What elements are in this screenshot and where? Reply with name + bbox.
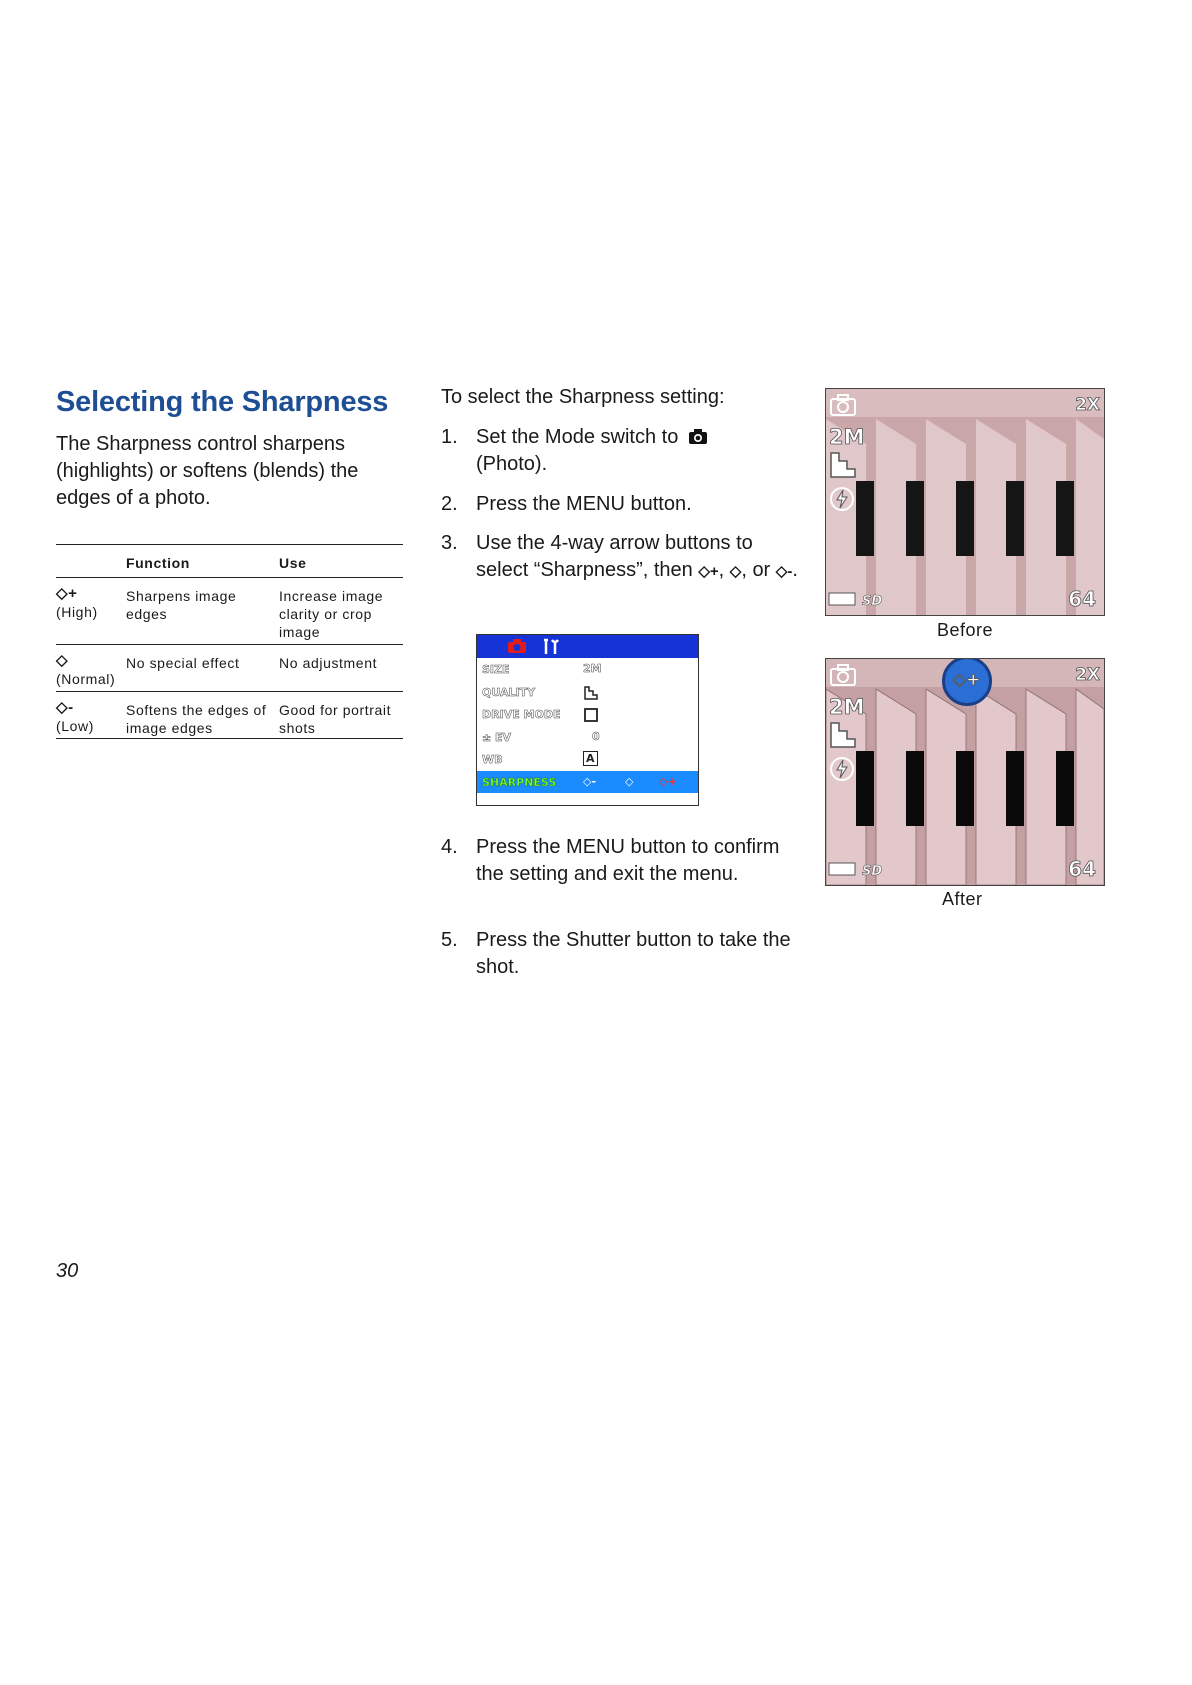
sharpness-low-icon: ◇-	[56, 699, 74, 716]
size-indicator: 2M	[829, 425, 865, 449]
shots-remaining: 64	[1068, 857, 1096, 881]
before-photo	[825, 388, 1105, 616]
svg-text:SD: SD	[862, 864, 883, 879]
row-use: Good for portrait shots	[279, 702, 392, 736]
camera-icon	[688, 428, 708, 445]
setup-tab-icon	[542, 638, 562, 655]
shots-remaining: 64	[1068, 587, 1096, 611]
table-row-low	[56, 692, 403, 739]
menu-row-wb	[477, 748, 698, 771]
table-row-high	[56, 578, 403, 645]
size-indicator: 2M	[829, 695, 865, 719]
row-use: No adjustment	[279, 655, 378, 671]
before-caption: Before	[937, 620, 994, 640]
menu-label: QUALITY	[482, 685, 536, 699]
step-text: Set the Mode switch to	[476, 426, 679, 448]
step-number: 5.	[441, 929, 458, 951]
menu-value: 0	[592, 729, 600, 743]
wb-auto-icon: A	[583, 751, 598, 766]
step-number: 3.	[441, 532, 458, 554]
row-name: (Low)	[56, 718, 95, 734]
single-shot-icon	[583, 707, 599, 723]
step-text: Press the MENU button to confirm the setting and exit the menu.	[476, 836, 780, 885]
step-number: 4.	[441, 836, 458, 858]
sharpness-normal-icon: ◇	[729, 563, 742, 580]
sharpness-high-icon: ◇+	[698, 563, 719, 580]
steps-title: To select the Sharpness setting:	[441, 386, 725, 408]
building-image	[826, 389, 1104, 615]
page-heading: Selecting the Sharpness	[56, 386, 389, 418]
after-caption: After	[942, 889, 983, 909]
table-row-normal	[56, 645, 403, 692]
menu-label: DRIVE MODE	[482, 708, 561, 721]
menu-row-drive-mode	[477, 703, 698, 726]
zoom-indicator: 2X	[1075, 665, 1100, 685]
step-text: Press the Shutter button to take the shot.	[476, 929, 791, 978]
menu-row-quality	[477, 681, 698, 704]
quality-icon	[829, 721, 857, 749]
sharpness-badge	[942, 658, 992, 706]
sharpness-table	[56, 544, 403, 739]
menu-label: SHARPNESS	[482, 775, 557, 789]
header-function: Function	[126, 555, 190, 571]
step-number: 2.	[441, 493, 458, 515]
menu-row-size	[477, 658, 698, 681]
row-function: Sharpens image edges	[126, 588, 237, 622]
camera-menu-screenshot	[476, 634, 699, 806]
sharpness-high-icon: ◇+	[953, 670, 981, 690]
step-number: 1.	[441, 426, 458, 448]
sharpness-high-icon: ◇+	[56, 585, 78, 602]
row-function: Softens the edges of image edges	[126, 702, 267, 736]
quality-icon	[583, 685, 599, 701]
step-text: (Photo).	[476, 453, 548, 475]
camera-mode-icon	[829, 663, 857, 687]
flash-off-icon	[829, 486, 855, 512]
row-name: (Normal)	[56, 671, 116, 687]
flash-off-icon	[829, 756, 855, 782]
sharpness-low-icon: ◇-	[775, 563, 793, 580]
battery-sd-icon	[828, 859, 888, 879]
camera-mode-icon	[829, 393, 857, 417]
menu-label: ± EV	[482, 730, 512, 744]
row-use: Increase image clarity or crop image	[279, 588, 384, 640]
sharpness-normal-icon: ◇	[56, 652, 69, 669]
sharpness-high-option: ◇+	[659, 774, 677, 788]
menu-tab-bar	[477, 635, 698, 658]
quality-icon	[829, 451, 857, 479]
svg-text:SD: SD	[862, 594, 883, 609]
header-use: Use	[279, 555, 307, 571]
photo-tab-icon	[507, 638, 527, 654]
row-name: (High)	[56, 604, 98, 620]
sharpness-normal-option: ◇	[625, 774, 634, 788]
row-function: No special effect	[126, 655, 240, 671]
step-text: Use the 4-way arrow buttons to select “Sharpness”, then	[476, 532, 753, 581]
sharpness-low-option: ◇-	[583, 774, 597, 788]
battery-sd-icon	[828, 589, 888, 609]
step-text: Press the MENU button.	[476, 493, 692, 515]
menu-row-ev	[477, 726, 698, 749]
step-text: or	[752, 559, 771, 581]
table-header	[56, 545, 403, 578]
menu-label: SIZE	[482, 663, 510, 676]
after-photo	[825, 658, 1105, 886]
menu-value: 2M	[583, 662, 602, 675]
page-number: 30	[56, 1260, 79, 1282]
menu-row-sharpness	[477, 771, 698, 794]
menu-label: WB	[482, 753, 503, 766]
intro-paragraph: The Sharpness control sharpens (highlights) or softens (blends) the edges of a photo.	[56, 433, 359, 509]
zoom-indicator: 2X	[1075, 395, 1100, 415]
